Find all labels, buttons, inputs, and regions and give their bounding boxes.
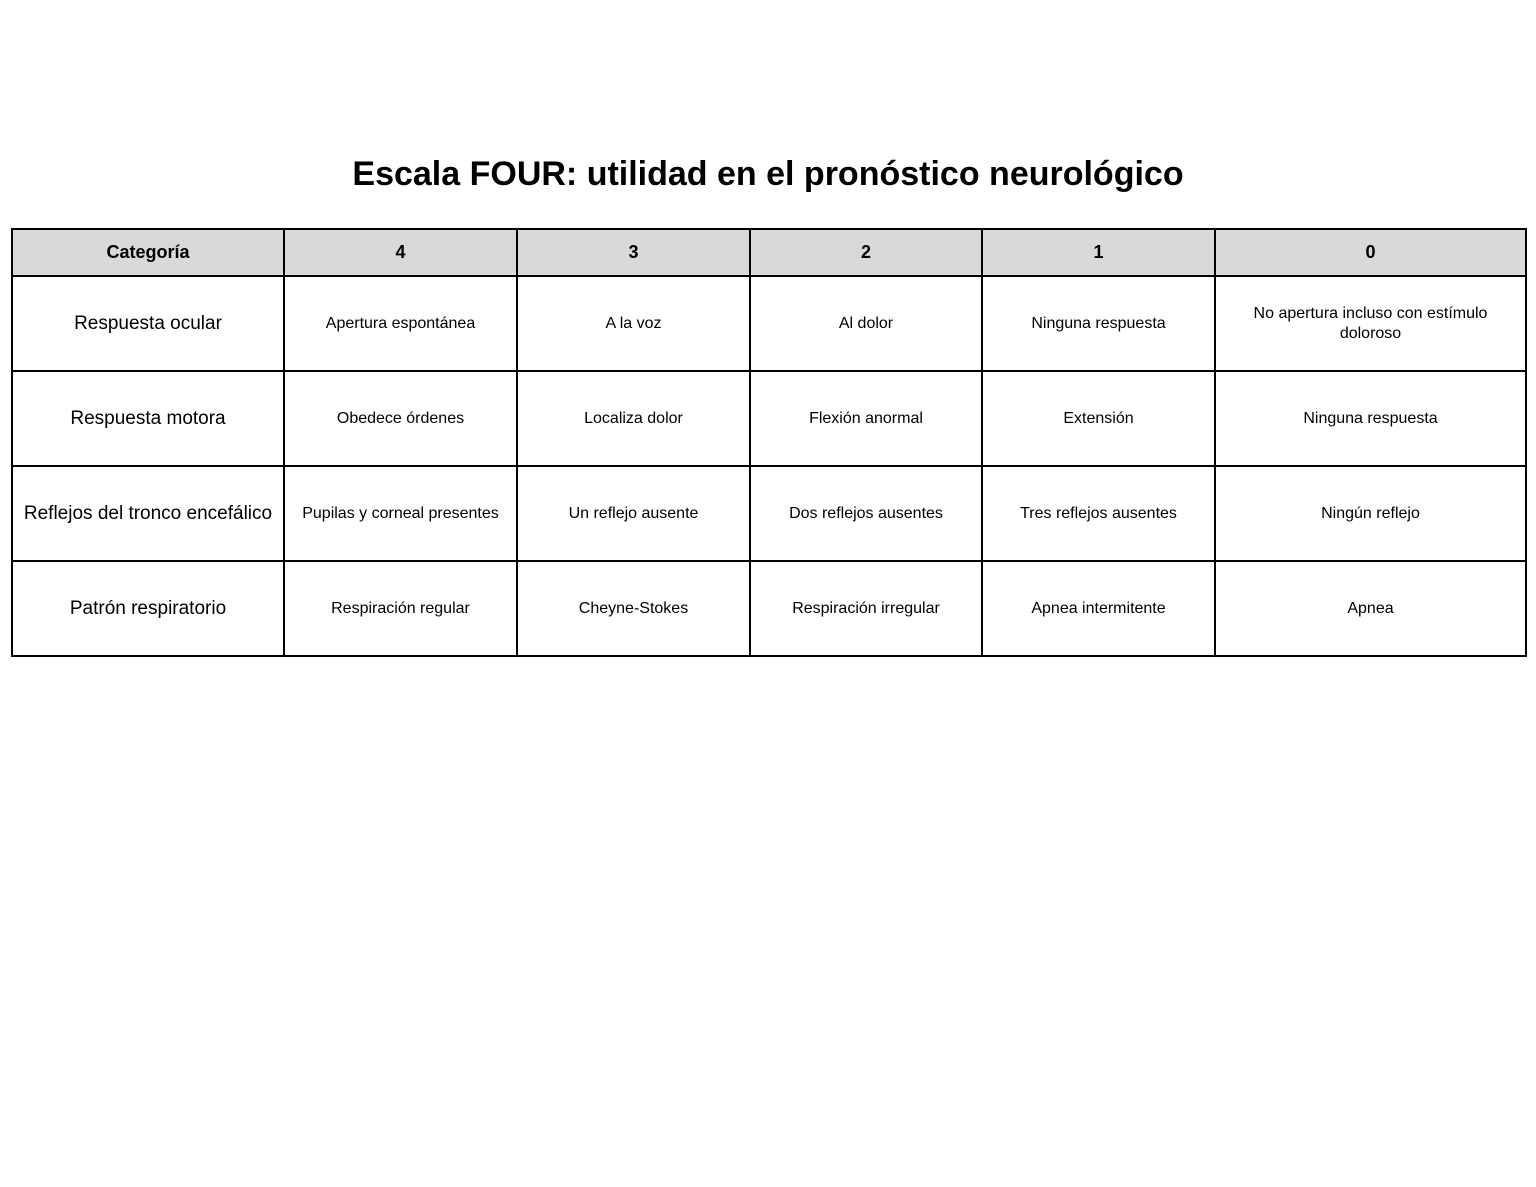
table-cell: A la voz — [517, 276, 750, 371]
table-header-row — [12, 229, 1526, 276]
table-cell: Dos reflejos ausentes — [750, 466, 982, 561]
column-header-score-1: 1 — [982, 229, 1215, 276]
table-cell: Extensión — [982, 371, 1215, 466]
table-cell: Ningún reflejo — [1215, 466, 1526, 561]
table-cell: Tres reflejos ausentes — [982, 466, 1215, 561]
table-cell: Ninguna respuesta — [982, 276, 1215, 371]
column-header-score-3: 3 — [517, 229, 750, 276]
table-cell: Apnea — [1215, 561, 1526, 656]
table-cell: Ninguna respuesta — [1215, 371, 1526, 466]
column-header-category: Categoría — [12, 229, 284, 276]
table-cell: Flexión anormal — [750, 371, 982, 466]
table-row — [12, 561, 1526, 656]
table-cell: Respiración irregular — [750, 561, 982, 656]
table-cell: Un reflejo ausente — [517, 466, 750, 561]
row-category: Respuesta motora — [12, 371, 284, 466]
table-cell: Apnea intermitente — [982, 561, 1215, 656]
four-scale-table — [11, 228, 1527, 657]
table-cell: Pupilas y corneal presentes — [284, 466, 517, 561]
table-row — [12, 371, 1526, 466]
row-category: Patrón respiratorio — [12, 561, 284, 656]
table-cell: Al dolor — [750, 276, 982, 371]
table-cell: No apertura incluso con estímulo doloroso — [1215, 276, 1526, 371]
table-cell: Cheyne-Stokes — [517, 561, 750, 656]
table-cell: Apertura espontánea — [284, 276, 517, 371]
row-category: Respuesta ocular — [12, 276, 284, 371]
table-row — [12, 466, 1526, 561]
column-header-score-0: 0 — [1215, 229, 1526, 276]
table-cell: Obedece órdenes — [284, 371, 517, 466]
column-header-score-4: 4 — [284, 229, 517, 276]
table-cell: Localiza dolor — [517, 371, 750, 466]
column-header-score-2: 2 — [750, 229, 982, 276]
table-cell: Respiración regular — [284, 561, 517, 656]
row-category: Reflejos del tronco encefálico — [12, 466, 284, 561]
table-row — [12, 276, 1526, 371]
page-title: Escala FOUR: utilidad en el pronóstico neurológico — [352, 155, 1184, 193]
